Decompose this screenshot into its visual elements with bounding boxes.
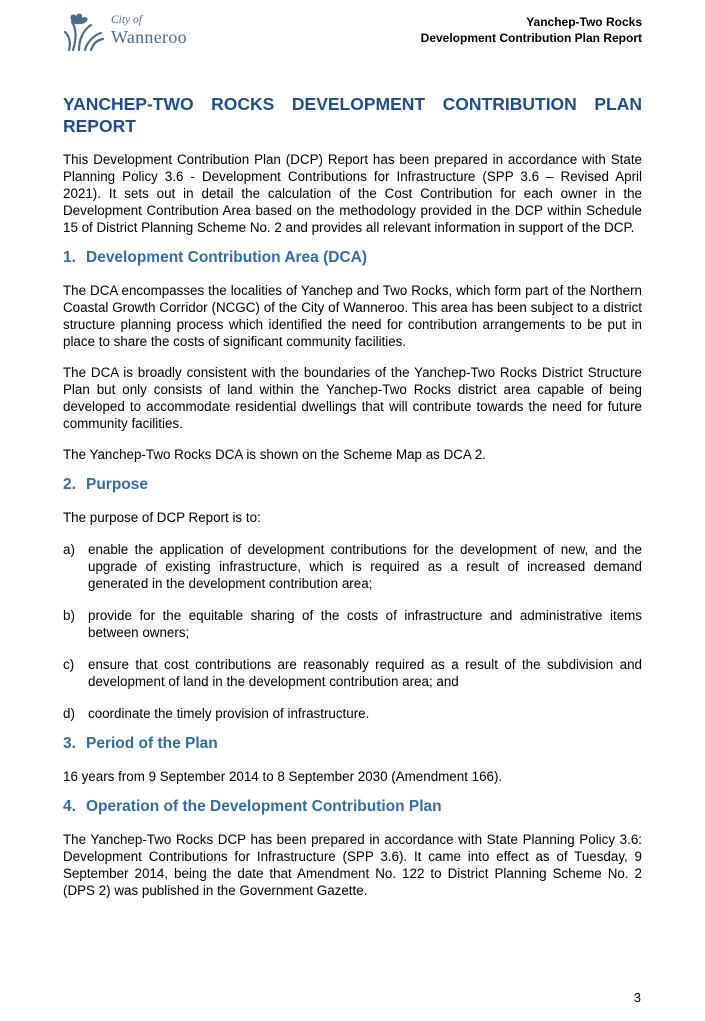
header-doc-name-line2: Development Contribution Plan Report (420, 30, 642, 45)
section-1-number: 1. (63, 249, 76, 266)
section-4-paragraph-1: The Yanchep-Two Rocks DCP has been prepared in accordance with State Planning Policy 3.6: Development Contributions for Infrastructure (SPP 3.6). It came into effect as of Tuesday, 9 September 2014, being the date that Amendment No. 122 to District Planning Scheme No. 2 (DPS 2) was published in the Government Gazette. (63, 832, 642, 898)
section-2-heading-text: Purpose (86, 476, 149, 493)
section-1-paragraph-2: The DCA is broadly consistent with the boundaries of the Yanchep-Two Rocks District Structure Plan but only consists of land within the Yanchep-Two Rocks district area capable of being developed to accommodate residential dwellings that will contribute towards the need for future community facilities. (63, 365, 642, 431)
section-4-heading-text: Operation of the Development Contribution Plan (86, 798, 442, 815)
section-3-paragraph-1: 16 years from 9 September 2014 to 8 September 2030 (Amendment 166). (63, 769, 503, 784)
list-item-d (63, 705, 642, 722)
city-of-wanneroo-logo (63, 12, 187, 52)
list-item-a (63, 541, 642, 592)
kangaroo-paw-flower-icon (63, 12, 107, 52)
list-text-a: enable the application of development contributions for the development of new, and the upgrade of existing infrastructure, which is required as a result of increased demand generated in the development contribution area; (88, 542, 642, 591)
report-title-line1: YANCHEP-TWO ROCKS DEVELOPMENT CONTRIBUTION PLAN (63, 94, 642, 114)
logo-text (111, 12, 187, 46)
logo-city-of: City of (111, 14, 142, 26)
list-marker-b: b) (63, 608, 75, 623)
report-title (63, 94, 642, 137)
report-title-line2: REPORT (63, 115, 136, 136)
section-1-paragraph-3: The Yanchep-Two Rocks DCA is shown on the Scheme Map as DCA 2. (63, 447, 486, 462)
list-item-b (63, 607, 642, 641)
header-doc-name-line1: Yanchep-Two Rocks (526, 15, 642, 29)
section-1-heading (63, 248, 642, 268)
list-marker-d: d) (63, 706, 75, 721)
section-4-heading (63, 797, 642, 817)
list-text-c: ensure that cost contributions are reasonably required as a result of the subdivision and development of land in the development contribution area; and (88, 657, 642, 689)
list-item-c (63, 656, 642, 690)
list-marker-c: c) (63, 657, 75, 672)
section-3-heading-text: Period of the Plan (86, 735, 218, 752)
logo-wanneroo: Wanneroo (111, 26, 187, 47)
header-document-name (421, 12, 642, 46)
section-1-paragraph-1: The DCA encompasses the localities of Yanchep and Two Rocks, which form part of the Northern Coastal Growth Corridor (NCGC) of the City of Wanneroo. This area has been subject to a district structure planning process which identified the need for contribution arrangements to be put in place to share the costs of significant community facilities. (63, 283, 642, 349)
list-marker-a: a) (63, 542, 75, 557)
section-3-heading (63, 734, 642, 754)
section-1-heading-text: Development Contribution Area (DCA) (86, 249, 368, 266)
page-number: 3 (633, 990, 641, 1005)
intro-paragraph: This Development Contribution Plan (DCP) Report has been prepared in accordance with State Planning Policy 3.6 - Development Contributions for Infrastructure (SPP 3.6 – Revised April 2021). It sets out in detail the calculation of the Cost Contribution for each owner in the Development Contribution Area based on the methodology provided in the DCP within Schedule 15 of District Planning Scheme No. 2 and provides all relevant information in support of the DCP. (63, 152, 642, 235)
section-2-lead: The purpose of DCP Report is to: (63, 510, 261, 525)
list-text-d: coordinate the timely provision of infrastructure. (88, 706, 370, 721)
list-text-b: provide for the equitable sharing of the costs of infrastructure and administrative items between owners; (88, 608, 642, 640)
section-2-number: 2. (63, 476, 76, 493)
section-3-number: 3. (63, 735, 76, 752)
section-4-number: 4. (63, 798, 76, 815)
page-header (63, 0, 642, 52)
section-2-heading (63, 475, 642, 495)
